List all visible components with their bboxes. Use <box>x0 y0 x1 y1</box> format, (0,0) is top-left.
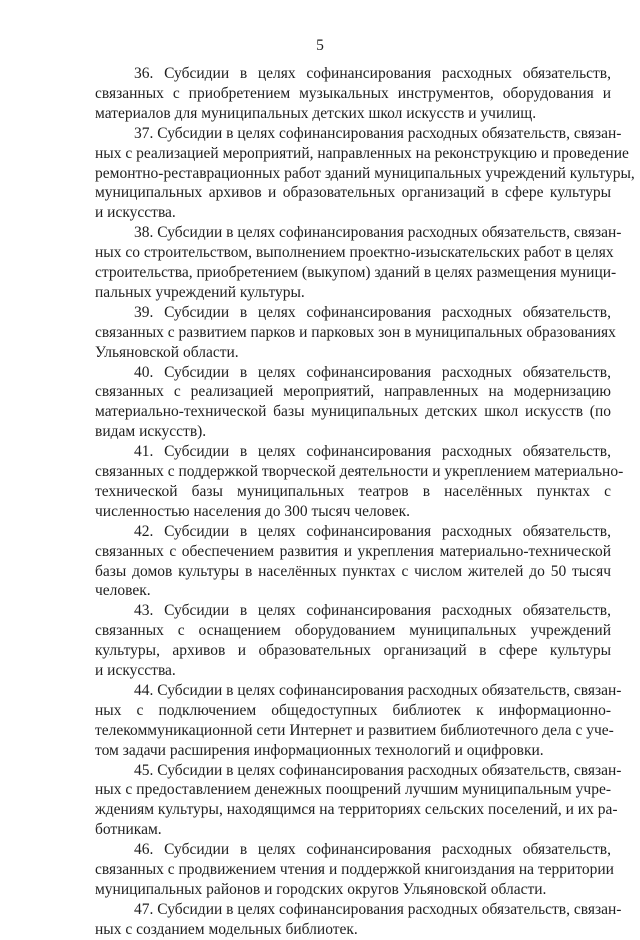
paragraph-6-line: 41. Субсидии в целях софинансирования расходных обязательств, <box>134 443 611 461</box>
paragraph-8-line: 43. Субсидии в целях софинансирования расходных обязательств, <box>134 602 611 620</box>
paragraph-3-line: ных со строительством, выполнением проектно-изыскательских работ в целях <box>95 244 614 262</box>
paragraph-5-line: 40. Субсидии в целях софинансирования расходных обязательств, <box>134 363 611 381</box>
paragraph-3-line: строительства, приобретением (выкупом) зданий в целях размещения муници- <box>95 264 617 281</box>
paragraph-5-line: материально-технической базы муниципальных детских школ искусств (по <box>95 403 611 421</box>
paragraph-1-line: 36. Субсидии в целях софинансирования расходных обязательств, <box>134 65 611 82</box>
paragraph-8-line: связанных с оснащением оборудованием муниципальных учреждений <box>95 622 611 640</box>
paragraph-2-line: и искусства. <box>95 204 176 222</box>
paragraph-12-line: 47. Субсидии в целях софинансирования расходных обязательств, связан- <box>134 900 622 918</box>
paragraph-11-line: 46. Субсидии в целях софинансирования расходных обязательств, <box>134 841 611 859</box>
paragraph-1-line: материалов для муниципальных детских школ искусств и училищ. <box>95 104 537 122</box>
paragraph-3-line: пальных учреждений культуры. <box>95 283 305 301</box>
paragraph-10-line: ждениям культуры, находящимся на территориях сельских поселений, и их ра- <box>95 801 618 819</box>
paragraph-4-line: 39. Субсидии в целях софинансирования расходных обязательств, <box>134 303 611 321</box>
paragraph-10-line: ботникам. <box>95 821 162 839</box>
paragraph-12-line: ных с созданием модельных библиотек. <box>95 920 358 938</box>
paragraph-9-line: ных с подключением общедоступных библиотек к информационно- <box>95 701 611 719</box>
paragraph-2-line: ремонтно-реставрационных работ зданий муниципальных учреждений культуры, <box>95 164 635 182</box>
paragraph-4-line: Ульяновской области. <box>95 343 239 361</box>
paragraph-11-line: связанных с продвижением чтения и поддержкой книгоиздания на территории <box>95 861 614 878</box>
paragraph-1-line: связанных с приобретением музыкальных инструментов, оборудования и <box>95 84 611 102</box>
paragraph-2-line: муниципальных архивов и образовательных организаций в сфере культуры <box>95 184 611 202</box>
paragraph-9-line: 44. Субсидии в целях софинансирования расходных обязательств, связан- <box>134 681 622 699</box>
paragraph-11-line: муниципальных районов и городских округов Ульяновской области. <box>95 880 547 898</box>
paragraph-2-line: ных с реализацией мероприятий, направленных на реконструкцию и проведение <box>95 144 629 162</box>
paragraph-10-line: 45. Субсидии в целях софинансирования расходных обязательств, связан- <box>134 761 622 779</box>
paragraph-6-line: технической базы муниципальных театров в населённых пунктах с <box>95 482 611 500</box>
paragraph-5-line: видам искусств). <box>95 423 207 441</box>
paragraph-10-line: ных с предоставлением денежных поощрений лучшим муниципальным учре- <box>95 781 611 799</box>
paragraph-9-line: том задачи расширения информационных технологий и оцифровки. <box>95 741 544 759</box>
paragraph-4-line: связанных с развитием парков и парковых зон в муниципальных образованиях <box>95 323 616 341</box>
paragraph-9-line: телекоммуникационной сети Интернет и развитием библиотечного дела с уче- <box>95 721 614 739</box>
page-number: 5 <box>316 37 324 54</box>
paragraph-6-line: связанных с поддержкой творческой деятельности и укреплением материально- <box>95 463 624 480</box>
paragraph-7-line: связанных с обеспечением развития и укрепления материально-технической <box>95 542 611 560</box>
paragraph-5-line: связанных с реализацией мероприятий, направленных на модернизацию <box>95 383 611 401</box>
paragraph-7-line: базы домов культуры в населённых пунктах с числом жителей до 50 тысяч <box>95 562 611 580</box>
paragraph-3-line: 38. Субсидии в целях софинансирования расходных обязательств, связан- <box>134 224 622 242</box>
paragraph-2-line: 37. Субсидии в целях софинансирования расходных обязательств, связан- <box>134 124 622 142</box>
paragraph-6-line: численностью населения до 300 тысяч человек. <box>95 502 410 520</box>
paragraph-8-line: и искусства. <box>95 662 176 679</box>
paragraph-7-line: 42. Субсидии в целях софинансирования расходных обязательств, <box>134 522 611 540</box>
paragraph-7-line: человек. <box>95 582 151 600</box>
paragraph-8-line: культуры, архивов и образовательных организаций в сфере культуры <box>95 642 611 660</box>
